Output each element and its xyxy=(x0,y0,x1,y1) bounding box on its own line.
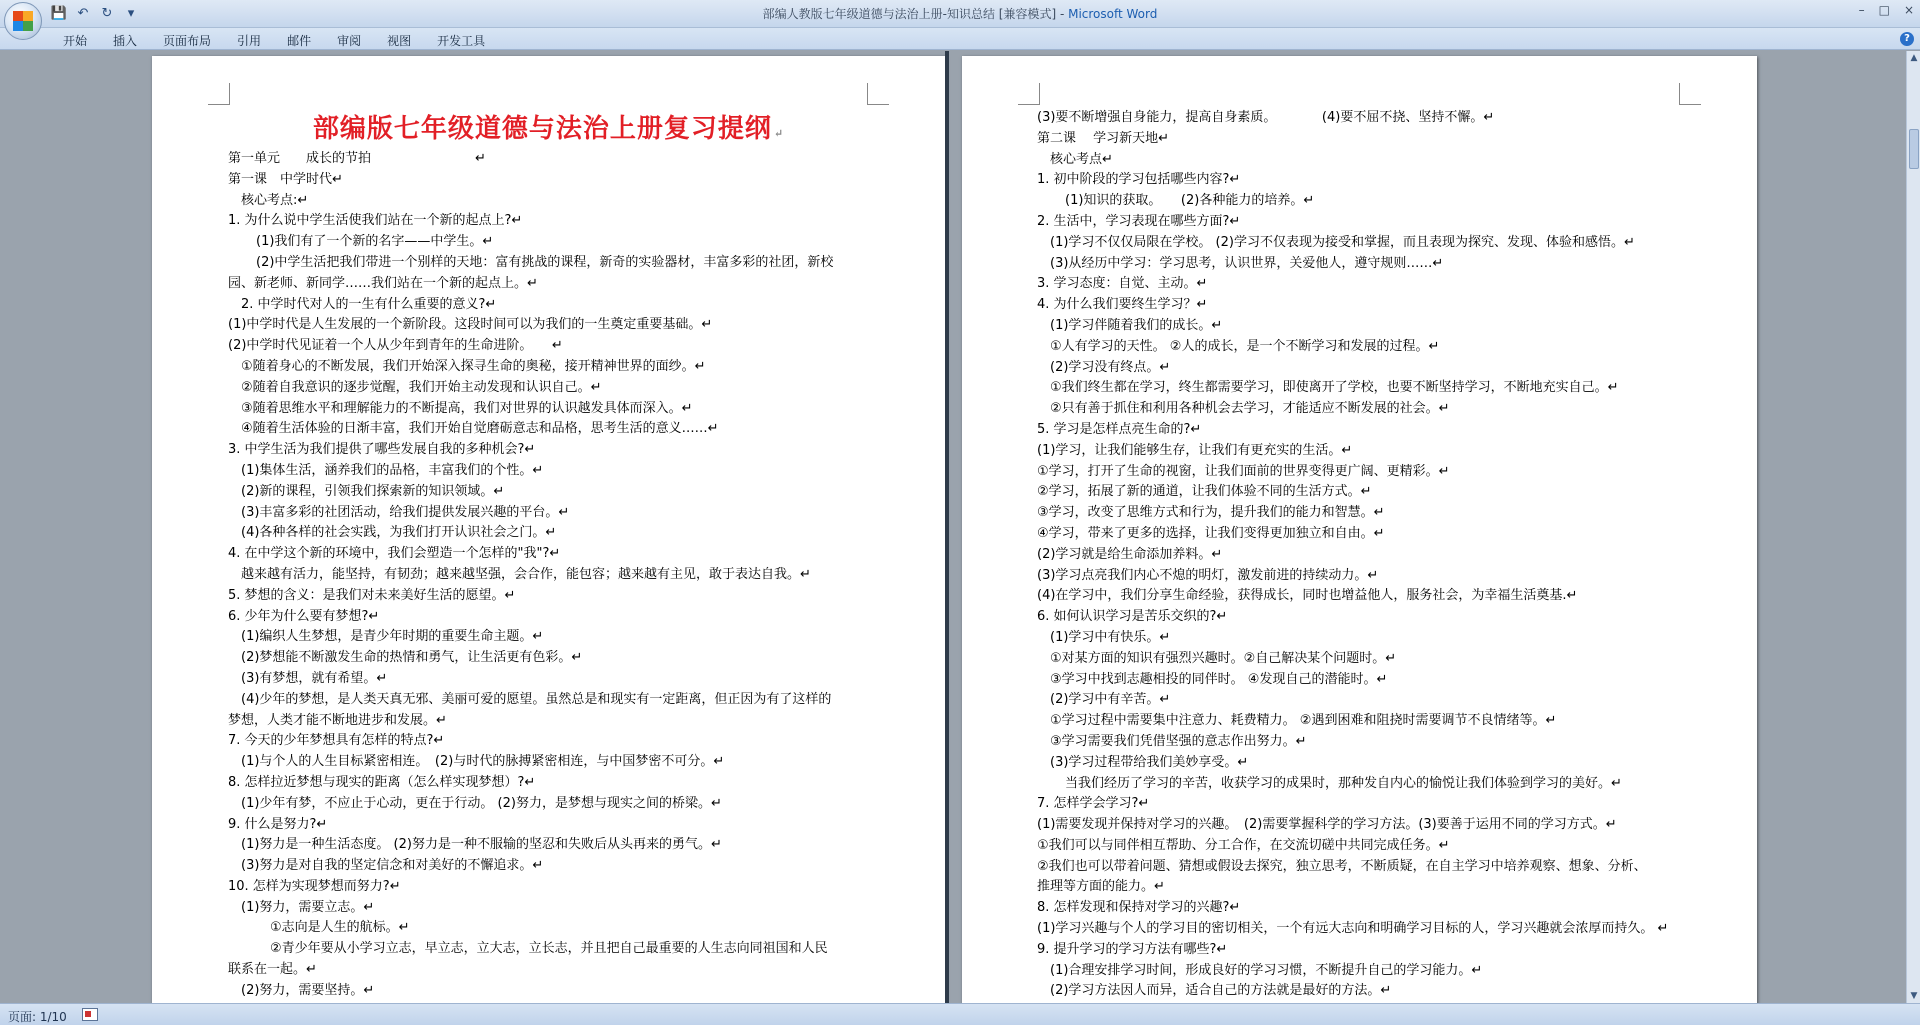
document-line: (2)梦想能不断激发生命的热情和勇气，让生活更有色彩。↵ xyxy=(241,650,583,666)
split-view-divider[interactable] xyxy=(945,51,949,1003)
document-line: ①随着身心的不断发展，我们开始深入探寻生命的奥秘，接开精神世界的面纱。↵ xyxy=(241,358,706,374)
document-line: (2)学习中有辛苦。↵ xyxy=(1050,692,1171,708)
document-line: 8. 怎样发现和保持对学习的兴趣?↵ xyxy=(1037,900,1241,916)
document-line: (1)我们有了一个新的名字——中学生。↵ xyxy=(256,234,494,250)
document-line: ①学习，打开了生命的视窗，让我们面前的世界变得更广阔、更精彩。↵ xyxy=(1037,463,1450,479)
document-line: 9. 提升学习的学习方法有哪些?↵ xyxy=(1037,941,1228,957)
ribbon-tab[interactable]: 页面布局 xyxy=(163,34,212,48)
vertical-scrollbar[interactable] xyxy=(1906,51,1920,1003)
document-line: ①我们可以与同伴相互帮助、分工合作，在交流切磋中共同完成任务。↵ xyxy=(1037,837,1450,853)
document-line: 1. 初中阶段的学习包括哪些内容?↵ xyxy=(1037,172,1241,188)
document-line: 3. 中学生活为我们提供了哪些发展自我的多种机会?↵ xyxy=(228,442,536,458)
document-line: 2. 生活中，学习表现在哪些方面?↵ xyxy=(1037,213,1241,229)
ribbon-tab[interactable]: 审阅 xyxy=(337,34,362,48)
proofing-status-icon[interactable] xyxy=(82,1008,98,1021)
document-line: ①我们终生都在学习，终生都需要学习，即使离开了学校，也要不断坚持学习，不断地充实自己。↵ xyxy=(1050,380,1619,396)
undo-icon[interactable]: ↶ xyxy=(77,5,89,21)
document-line: 7. 怎样学会学习?↵ xyxy=(1037,796,1150,812)
document-line: (1)合理安排学习时间，形成良好的学习习惯，不断提升自己的学习能力。↵ xyxy=(1050,962,1483,978)
document-line: (2)学习就是给生命添加养料。↵ xyxy=(1037,546,1223,562)
document-line: ④随着生活体验的日渐丰富，我们开始自觉磨砺意志和品格，思考生活的意义……↵ xyxy=(241,421,719,437)
paragraph-mark-icon: ↵ xyxy=(773,127,785,140)
scroll-up-icon[interactable]: ▲ xyxy=(1910,53,1918,63)
help-icon[interactable]: ? xyxy=(1900,32,1914,46)
document-line: 9. 什么是努力?↵ xyxy=(228,816,328,832)
document-line: 8. 怎样拉近梦想与现实的距离（怎么样实现梦想）?↵ xyxy=(228,774,536,790)
document-line: ①学习过程中需要集中注意力、耗费精力。 ②遇到困难和阻挠时需要调节不良情绪等。↵ xyxy=(1050,713,1557,729)
document-line: (1)与个人的人生目标紧密相连。 (2)与时代的脉搏紧密相连，与中国梦密不可分。↵ xyxy=(241,754,725,770)
ribbon-tab-bar xyxy=(0,28,1920,50)
document-workspace xyxy=(0,51,1906,1003)
page-count-status[interactable]: 页面: 1/10 xyxy=(8,1010,67,1024)
document-line: 6. 少年为什么要有梦想?↵ xyxy=(228,608,380,624)
document-line: 推理等方面的能力。↵ xyxy=(1037,879,1165,895)
document-line: (1)努力，需要立志。↵ xyxy=(241,899,375,915)
title-bar xyxy=(0,0,1920,28)
document-line: 园、新老师、新同学……我们站在一个新的起点上。↵ xyxy=(228,275,538,291)
document-line: (1)中学时代是人生发展的一个新阶段。这段时间可以为我们的一生奠定重要基础。↵ xyxy=(228,317,713,333)
window-controls xyxy=(1859,3,1914,17)
title-separator: - xyxy=(1056,7,1069,21)
document-line: (1)努力是一种生活态度。 (2)努力是一种不服输的坚忍和失败后从头再来的勇气。↵ xyxy=(241,837,722,853)
document-line: 3. 学习态度：自觉、主动。↵ xyxy=(1037,276,1208,292)
document-line: 第一单元 成长的节拍 ↵ xyxy=(228,151,486,166)
document-line: ②随着自我意识的逐步觉醒，我们开始主动发现和认识自己。↵ xyxy=(241,379,602,395)
document-line: 5. 梦想的含义：是我们对未来美好生活的愿望。↵ xyxy=(228,587,516,603)
document-line: ①对某方面的知识有强烈兴趣时。②自己解决某个问题时。↵ xyxy=(1050,650,1397,666)
document-line: (1)少年有梦，不应止于心动，更在于行动。 (2)努力，是梦想与现实之间的桥梁。↵ xyxy=(241,795,722,811)
document-line: (1)集体生活，涵养我们的品格，丰富我们的个性。↵ xyxy=(241,462,544,478)
document-line: 核心考点↵ xyxy=(1050,151,1113,167)
document-line: (3)学习过程带给我们美妙享受。↵ xyxy=(1050,754,1249,770)
crop-mark-icon xyxy=(1018,83,1040,105)
document-line: 第一课 中学时代↵ xyxy=(228,171,343,187)
document-page-1[interactable] xyxy=(152,56,945,1003)
ribbon-tab[interactable]: 引用 xyxy=(237,34,262,48)
document-line: (3)要不断增强自身能力，提高自身素质。 (4)要不屈不挠、坚持不懈。↵ xyxy=(1037,110,1495,125)
document-line: ③随着思维水平和理解能力的不断提高，我们对世界的认识越发具体而深入。↵ xyxy=(241,400,693,416)
document-line: (4)在学习中，我们分享生命经验，获得成长，同时也增益他人，服务社会，为幸福生活奠基.↵ xyxy=(1037,588,1578,604)
document-line: (1)学习中有快乐。↵ xyxy=(1050,629,1171,645)
status-bar xyxy=(0,1003,1920,1025)
crop-mark-icon xyxy=(1679,83,1701,105)
scroll-down-icon[interactable]: ▼ xyxy=(1910,991,1918,1001)
document-line: ③学习需要我们凭借坚强的意志作出努力。↵ xyxy=(1050,733,1307,749)
document-line: 联系在一起。↵ xyxy=(228,962,317,978)
document-line: 2. 中学时代对人的一生有什么重要的意义?↵ xyxy=(241,296,497,312)
document-line: (1)学习兴趣与个人的学习目的密切相关，一个有远大志向和明确学习目标的人，学习兴趣就会浓厚而持久。 ↵ xyxy=(1037,921,1669,937)
maximize-button[interactable]: □ xyxy=(1878,3,1890,17)
document-line: ③学习，改变了思维方式和行为，提升我们的能力和智慧。↵ xyxy=(1037,505,1385,521)
redo-icon[interactable]: ↻ xyxy=(101,5,113,21)
document-line: (4)少年的梦想，是人类天真无邪、美丽可爱的愿望。虽然总是和现实有一定距离，但正因为有了这样的 xyxy=(241,691,832,707)
office-button[interactable] xyxy=(4,2,42,40)
document-line: 4. 为什么我们要终生学习？↵ xyxy=(1037,297,1208,313)
document-line: (3)努力是对自我的坚定信念和对美好的不懈追求。↵ xyxy=(241,858,544,874)
minimize-button[interactable]: – xyxy=(1858,3,1865,17)
document-line: (1)编织人生梦想，是青少年时期的重要生命主题。↵ xyxy=(241,629,544,645)
ribbon-tab[interactable]: 插入 xyxy=(113,34,138,48)
window-title xyxy=(0,5,1920,22)
document-line: ①人有学习的天性。 ②人的成长，是一个不断学习和发展的过程。↵ xyxy=(1050,338,1440,354)
document-line: 6. 如何认识学习是苦乐交织的?↵ xyxy=(1037,609,1228,625)
crop-mark-icon xyxy=(867,83,889,105)
document-line: 5. 学习是怎样点亮生命的?↵ xyxy=(1037,421,1202,437)
document-line: (3)从经历中学习：学习思考，认识世界，关爱他人，遵守规则……↵ xyxy=(1050,255,1444,271)
document-line: 10. 怎样为实现梦想而努力?↵ xyxy=(228,878,401,894)
document-line: (2)努力，需要坚持。↵ xyxy=(241,982,375,998)
app-name: Microsoft Word xyxy=(1068,7,1158,21)
close-button[interactable]: × xyxy=(1903,3,1914,17)
save-icon[interactable]: 💾 xyxy=(50,5,68,21)
page-2-text xyxy=(1037,108,1727,1002)
ribbon-tab[interactable]: 开发工具 xyxy=(437,34,486,48)
document-line: (3)学习点亮我们内心不熄的明灯，激发前进的持续动力。↵ xyxy=(1037,567,1379,583)
document-line: ①志向是人生的航标。↵ xyxy=(270,920,410,936)
ribbon-tab[interactable]: 邮件 xyxy=(287,34,312,48)
document-line: 1. 为什么说中学生活使我们站在一个新的起点上?↵ xyxy=(228,213,523,229)
document-line: (1)学习不仅仅局限在学校。 (2)学习不仅表现为接受和掌握，而且表现为探究、发现、体验和感悟。↵ xyxy=(1050,234,1635,250)
document-line: (1)知识的获取。 (2)各种能力的培养。↵ xyxy=(1065,193,1315,209)
scrollbar-thumb[interactable] xyxy=(1909,129,1919,169)
document-line: ②只有善于抓住和利用各种机会去学习，才能适应不断发展的社会。↵ xyxy=(1050,401,1450,417)
ribbon-tab[interactable]: 视图 xyxy=(387,34,412,48)
document-line: 第二课 学习新天地↵ xyxy=(1037,130,1170,146)
document-line: ④学习，带来了更多的选择，让我们变得更加独立和自由。↵ xyxy=(1037,525,1385,541)
document-line: 7. 今天的少年梦想具有怎样的特点?↵ xyxy=(228,733,445,749)
document-line: 越来越有活力，能坚持，有韧劲；越来越坚强，会合作，能包容；越来越有主见，敢于表达自我。↵ xyxy=(241,566,811,582)
page-1-text xyxy=(228,149,884,1002)
document-line: (2)中学生活把我们带进一个别样的天地：富有挑战的课程，新奇的实验器材，丰富多彩的社团，新校 xyxy=(256,254,834,270)
document-line: (1)学习，让我们能够生存，让我们有更充实的生活。↵ xyxy=(1037,442,1353,458)
document-line: ②学习，拓展了新的通道，让我们体验不同的生活方式。↵ xyxy=(1037,484,1372,500)
document-line: (2)新的课程，引领我们探索新的知识领域。↵ xyxy=(241,483,505,499)
document-line: (1)需要发现并保持对学习的兴趣。 (2)需要掌握科学的学习方法。(3)要善于运用不同的学习方式。↵ xyxy=(1037,817,1617,833)
document-line: (1)学习伴随着我们的成长。↵ xyxy=(1050,317,1223,333)
document-line: (2)中学时代见证着一个人从少年到青年的生命进阶。 ↵ xyxy=(228,338,563,354)
document-line: (3)丰富多彩的社团活动，给我们提供发展兴趣的平台。↵ xyxy=(241,504,570,520)
crop-mark-icon xyxy=(208,83,230,105)
document-line: 当我们经历了学习的辛苦，收获学习的成果时，那种发自内心的愉悦让我们体验到学习的美好。↵ xyxy=(1065,775,1622,791)
document-page-2[interactable] xyxy=(962,56,1757,1003)
customize-toolbar-icon[interactable]: ▾ xyxy=(127,5,135,21)
document-line: (2)学习没有终点。↵ xyxy=(1050,359,1171,375)
document-line: (2)学习方法因人而异，适合自己的方法就是最好的方法。↵ xyxy=(1050,983,1392,999)
document-line: ③学习中找到志趣相投的同伴时。 ④发现自己的潜能时。↵ xyxy=(1050,671,1388,687)
document-line: ②青少年要从小学习立志，早立志，立大志，立长志，并且把自己最重要的人生志向同祖国和人民 xyxy=(270,941,828,957)
document-line: (3)有梦想，就有希望。↵ xyxy=(241,670,388,686)
document-line: 梦想，人类才能不断地进步和发展。↵ xyxy=(228,712,447,728)
document-title: 部编版七年级道德与法治上册复习提纲 ↵ xyxy=(312,114,785,144)
document-line: (4)各种各样的社会实践，为我们打开认识社会之门。↵ xyxy=(241,525,557,541)
document-line: ②我们也可以带着问题、猜想或假设去探究，独立思考，不断质疑，在自主学习中培养观察、想象、分析、 xyxy=(1037,858,1647,874)
office-logo-icon xyxy=(13,11,33,31)
document-name: 部编人教版七年级道德与法治上册-知识总结 [兼容模式] xyxy=(762,7,1057,21)
ribbon-tab[interactable]: 开始 xyxy=(63,34,88,48)
document-line: 4. 在中学这个新的环境中，我们会塑造一个怎样的"我"?↵ xyxy=(228,546,561,562)
document-line: 核心考点:↵ xyxy=(241,192,309,208)
